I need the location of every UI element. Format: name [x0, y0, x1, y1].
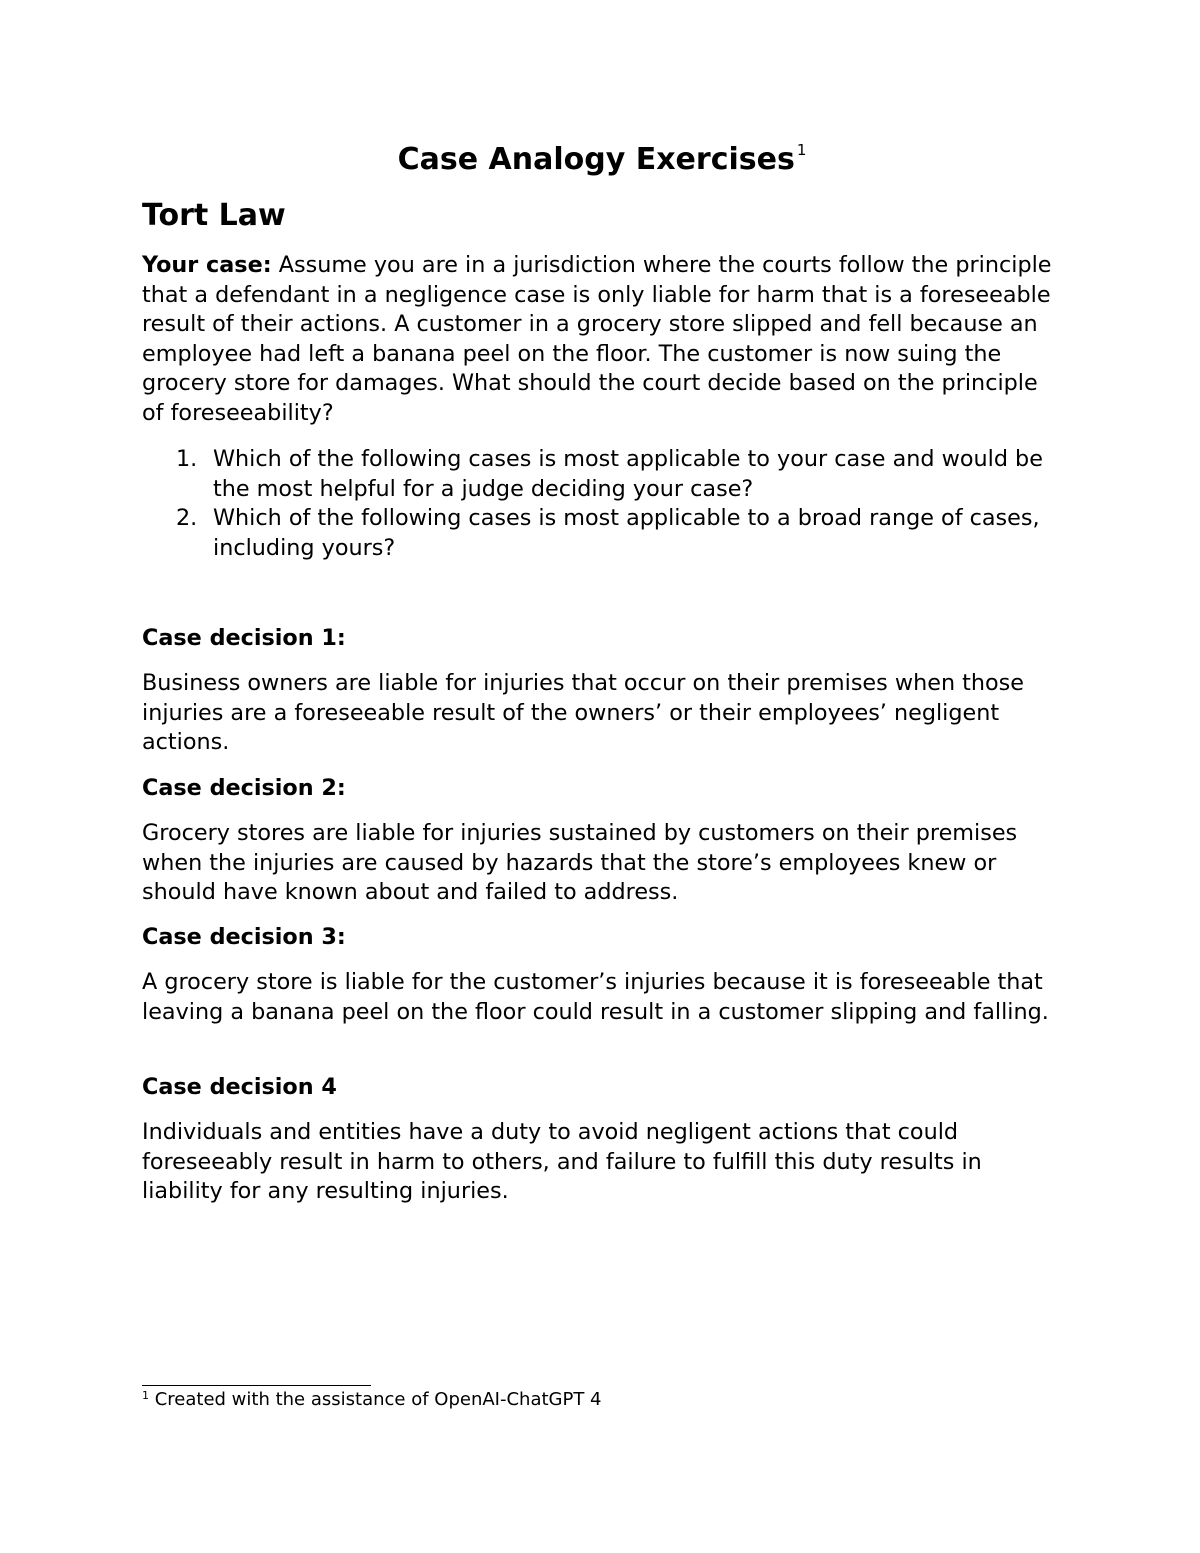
subject-heading: Tort Law	[142, 198, 286, 233]
footnote-separator	[142, 1385, 371, 1386]
case-decision-1-text: Business owners are liable for injuries that occur on their premises when those injuries are a foreseeable result of the owners’ or their employees’ negligent actions.	[142, 670, 1025, 756]
question-number: 1.	[176, 446, 198, 472]
title-text: Case Analogy Exercises	[397, 142, 795, 177]
your-case-paragraph	[142, 251, 1062, 429]
case-decision-4-heading: Case decision 4	[142, 1074, 337, 1100]
question-text: Which of the following cases is most applicable to your case and would be the most helpful for a judge deciding your case?	[213, 446, 1043, 502]
footnote-text: Created with the assistance of OpenAI-ChatGPT 4	[149, 1389, 602, 1410]
case-decision-2-text: Grocery stores are liable for injuries sustained by customers on their premises when the injuries are caused by hazards that the store’s employees knew or should have known about and failed to address.	[142, 820, 1018, 906]
document-title	[142, 140, 1062, 180]
case-decision-3-text: A grocery store is liable for the customer’s injuries because it is foreseeable that leaving a banana peel on the floor could result in a customer slipping and falling.	[142, 969, 1049, 1025]
question-item	[142, 445, 1062, 504]
case-decision-2-heading: Case decision 2:	[142, 775, 346, 801]
footnote-ref: 1	[142, 1389, 149, 1402]
question-item	[142, 504, 1062, 563]
title-footnote-ref: 1	[796, 141, 807, 159]
case-decision-1-heading: Case decision 1:	[142, 625, 346, 651]
case-decision-4-text: Individuals and entities have a duty to avoid negligent actions that could foreseeably result in harm to others, and failure to fulfill this duty results in liability for any resulting injuries.	[142, 1119, 982, 1205]
your-case-label: Your case:	[142, 252, 272, 278]
question-list	[142, 445, 1062, 563]
footnote	[142, 1388, 602, 1412]
your-case-text: Assume you are in a jurisdiction where the courts follow the principle that a defendant in a negligence case is only liable for harm that is a foreseeable result of their actions. A customer in a grocery store slipped and fell because an employee had left a banana peel on the floor. The customer is now suing the grocery store for damages. What should the court decide based on the principle of foreseeability?	[142, 252, 1052, 426]
question-text: Which of the following cases is most applicable to a broad range of cases, including yours?	[213, 505, 1040, 561]
case-decision-3-heading: Case decision 3:	[142, 924, 346, 950]
question-number: 2.	[176, 505, 198, 532]
